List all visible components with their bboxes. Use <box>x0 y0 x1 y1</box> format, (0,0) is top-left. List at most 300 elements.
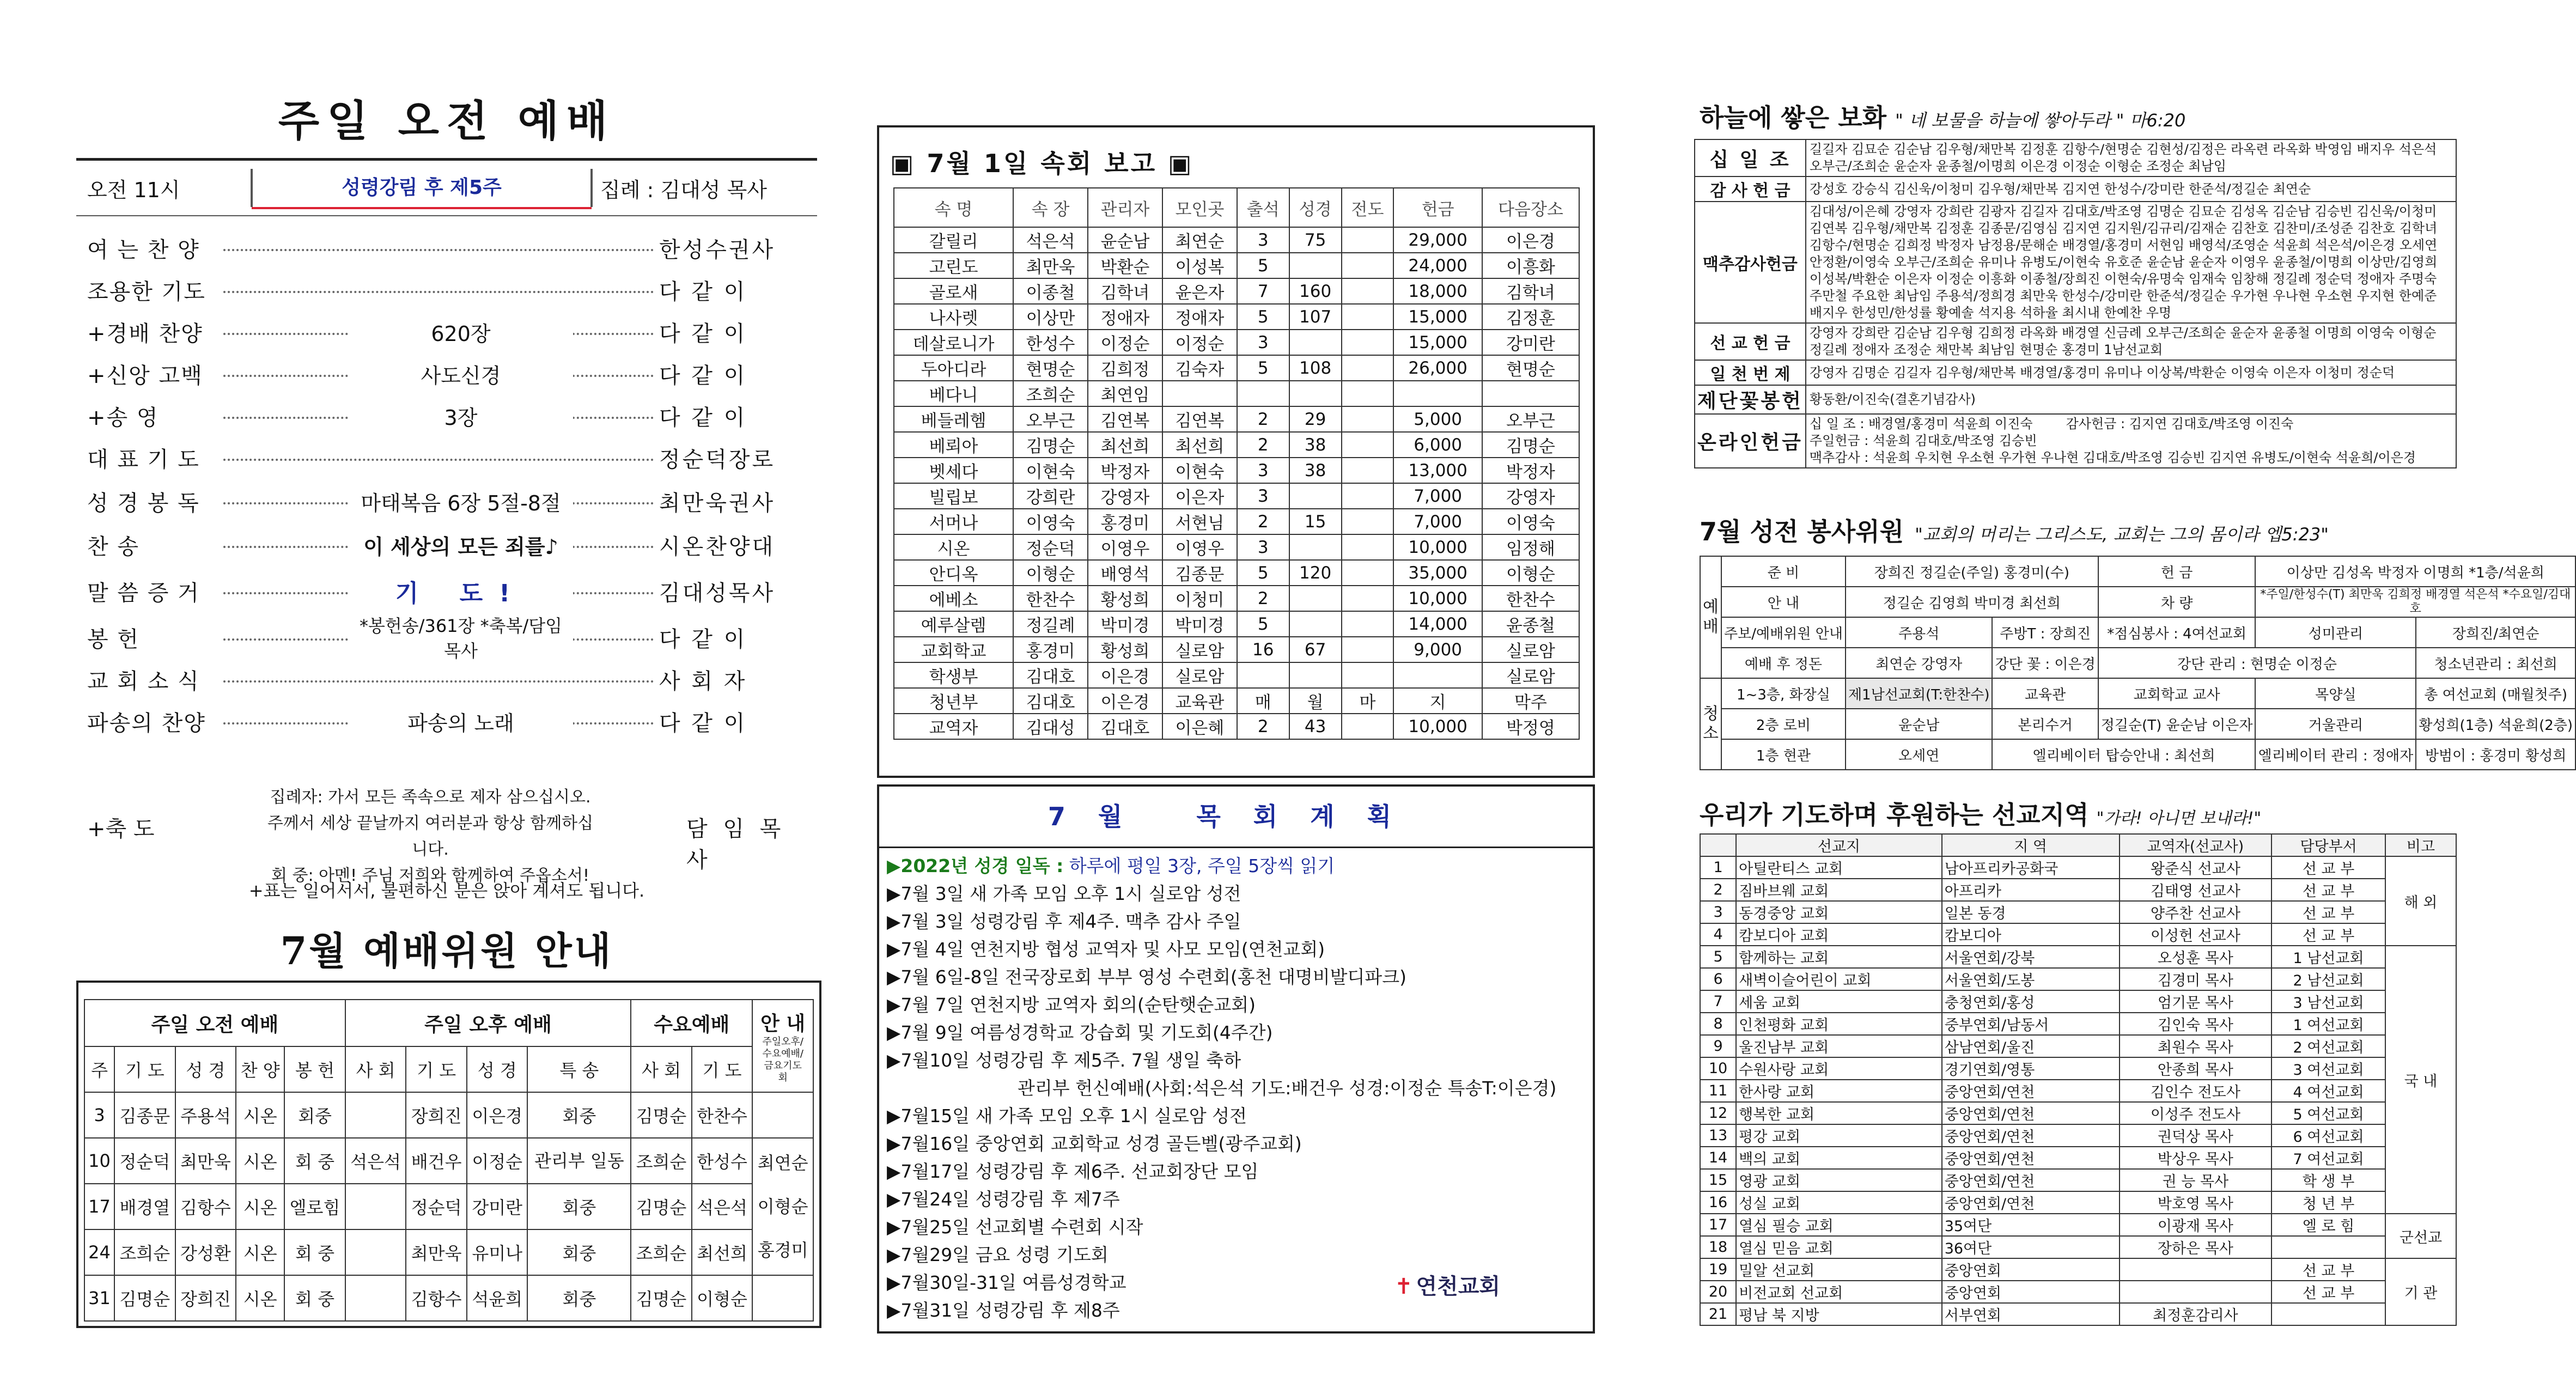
offering-names: 강성호 강승식 김신욱/이청미 김우형/채만복 김지연 한성수/강미란 한준석/정길순 최연순 <box>1806 176 2456 202</box>
mission-cell: 청 년 부 <box>2271 1191 2385 1214</box>
cell-report-row <box>894 483 1579 509</box>
offering-row <box>1695 139 2456 176</box>
mission-header: 선교지 <box>1736 834 1942 856</box>
order-content: 이 세상의 모든 죄를♪ <box>349 530 573 560</box>
mission-cell: 울진남부 교회 <box>1736 1035 1942 1057</box>
order-label: 교 회 소 식 <box>87 668 200 694</box>
mission-cell: 선 교 부 <box>2271 856 2385 879</box>
mission-cell: 백의 교회 <box>1736 1147 1942 1169</box>
guide-name: 최연순 <box>757 1153 808 1173</box>
cell-report-cell: 정애자 <box>1162 304 1237 330</box>
cell-report-cell: 이영우 <box>1162 534 1237 560</box>
mission-cell: 7 여선교회 <box>2271 1147 2385 1169</box>
cell-report-cell: 이은경 <box>1088 662 1162 688</box>
cell-report-cell: 현명순 <box>1482 355 1579 381</box>
cell-report-cell: 이흥화 <box>1482 253 1579 278</box>
order-content: 기 도! <box>349 574 573 608</box>
cell-report-cell: 김정훈 <box>1482 304 1579 330</box>
vol-cell: 총 여선교회 (매월첫주) <box>2416 678 2575 709</box>
benediction-line: 회 중: 아멘! 주님 저희와 함께하여 주옵소서! <box>271 866 590 885</box>
cell-report-cell: 이현숙 <box>1162 458 1237 483</box>
cell-report-box <box>877 125 1595 778</box>
cell-report-cell: 이영우 <box>1088 534 1162 560</box>
staff-cell: 장희진 <box>406 1092 467 1138</box>
plan-item: ▶7월30일-31일 여름성경학교 <box>887 1272 1126 1293</box>
plan-item: ▶7월24일 성령강림 후 제7주 <box>887 1189 1120 1210</box>
cell-report-cell: 이현숙 <box>1013 458 1088 483</box>
order-row <box>87 482 806 520</box>
cell-report-cell: 실로암 <box>1162 662 1237 688</box>
offering-label: 선 교 헌 금 <box>1695 323 1806 360</box>
cell-report-cell: 빌립보 <box>894 483 1013 509</box>
mission-cell: 열심 필승 교회 <box>1736 1214 1942 1236</box>
mission-cell: 중앙연회 <box>1942 1281 2120 1303</box>
offering-row <box>1695 202 2456 323</box>
order-row <box>87 702 806 740</box>
staff-cell: 유미나 <box>467 1229 528 1275</box>
staff-cell: 조희순 <box>631 1229 692 1275</box>
vol-cell: 엘리베이터 탑승안내 : 최선희 <box>1992 739 2255 770</box>
order-person: 정순덕장로 <box>659 447 776 472</box>
mission-note: 해 외 <box>2385 856 2456 946</box>
mission-row <box>1700 946 2456 968</box>
order-leader-dots <box>223 459 654 461</box>
staff-cell: 시온 <box>236 1092 284 1138</box>
order-row <box>87 526 806 564</box>
vol-cell: 성미관리 <box>2255 617 2416 648</box>
cell-report-cell <box>1342 304 1394 330</box>
cell-report-cell: 막주 <box>1482 688 1579 714</box>
cell-report-cell: 26,000 <box>1393 355 1482 381</box>
cell-report-header: 전도 <box>1342 188 1394 227</box>
cell-report-cell: 지 <box>1393 688 1482 714</box>
vol-cell: 오세연 <box>1846 739 1993 770</box>
cell-report-cell: 김대성 <box>1013 714 1088 739</box>
mission-cell: 권 능 목사 <box>2120 1169 2272 1191</box>
cell-report-cell <box>1342 662 1394 688</box>
mission-cell: 17 <box>1700 1214 1736 1236</box>
mission-cell: 김인수 전도사 <box>2120 1080 2272 1102</box>
guide-name: 이형순 <box>757 1196 808 1217</box>
mission-row <box>1700 1169 2456 1191</box>
mission-cell: 이성헌 선교사 <box>2120 923 2272 946</box>
staff-cell: 3 <box>84 1092 114 1138</box>
cell-report-cell: 최연순 <box>1162 227 1237 253</box>
mission-cell: 15 <box>1700 1169 1736 1191</box>
volunteer-section-worship: 예 배 <box>1700 556 1721 678</box>
cell-report-row <box>894 534 1579 560</box>
cell-report-cell: 최선희 <box>1088 432 1162 458</box>
staff-cell: 정순덕 <box>114 1138 175 1184</box>
mission-cell: 양주찬 선교사 <box>2120 901 2272 923</box>
mission-row <box>1700 901 2456 923</box>
cell-report-cell: 강미란 <box>1482 330 1579 355</box>
staff-cell: 주용석 <box>175 1092 236 1138</box>
worship-info-bar <box>76 158 817 216</box>
vol-cell: 목양실 <box>2255 678 2416 709</box>
mission-cell: 선 교 부 <box>2271 923 2385 946</box>
staff-cell: 회중 <box>284 1092 345 1138</box>
cell-report-cell <box>1237 381 1289 406</box>
staff-cell: 석윤희 <box>467 1275 528 1321</box>
mission-cell: 19 <box>1700 1258 1736 1281</box>
vol-cell: 강단 관리 : 현명순 이정순 <box>2098 648 2416 678</box>
cell-report-cell: 107 <box>1289 304 1342 330</box>
plan-item: ▶7월 3일 새 가족 모임 오후 1시 실로암 성전 <box>887 883 1241 904</box>
mission-cell: 경기연회/영통 <box>1942 1057 2120 1080</box>
mission-cell: 엄기문 목사 <box>2120 990 2272 1013</box>
mission-cell: 김태영 선교사 <box>2120 879 2272 901</box>
mission-cell: 새벽이슬어린이 교회 <box>1736 968 1942 990</box>
order-label: 말 씀 증 거 <box>87 580 200 606</box>
order-content: 620장 <box>349 317 573 347</box>
mission-cell: 7 <box>1700 990 1736 1013</box>
cell-report-cell: 29 <box>1289 406 1342 432</box>
mission-cell: 비전교회 선교회 <box>1736 1281 1942 1303</box>
plan-item: ▶7월 4일 연천지방 협성 교역자 및 사모 모임(연천교회) <box>887 939 1325 960</box>
cell-report-cell: 학생부 <box>894 662 1013 688</box>
staff-cell: 김명순 <box>114 1275 175 1321</box>
staff-cell: 24 <box>84 1229 114 1275</box>
staff-cell <box>345 1275 406 1321</box>
order-row <box>87 660 806 698</box>
staff-cell <box>345 1229 406 1275</box>
plan-item: ▶7월15일 새 가족 모임 오후 1시 실로암 성전 <box>887 1105 1247 1127</box>
guide-name: 홍경미 <box>757 1240 808 1261</box>
mission-cell: 중부연회/남동서 <box>1942 1013 2120 1035</box>
staff-header: 성 경 <box>175 1046 236 1092</box>
cell-report-cell: 29,000 <box>1393 227 1482 253</box>
mission-cell: 11 <box>1700 1080 1736 1102</box>
plan-item: ▶7월 9일 여름성경학교 강습회 및 기도회(4주간) <box>887 1022 1273 1043</box>
cell-report-cell: 5 <box>1237 304 1289 330</box>
vol-cell: 교회학교 교사 <box>2098 678 2256 709</box>
cell-report-row <box>894 611 1579 637</box>
order-row <box>87 397 806 435</box>
staff-cell <box>752 1275 813 1321</box>
mission-cell: 박호영 목사 <box>2120 1191 2272 1214</box>
mission-cell: 남아프리카공화국 <box>1942 856 2120 879</box>
mission-cell: 6 <box>1700 968 1736 990</box>
vol-cell: 청소년관리 : 최선희 <box>2416 648 2575 678</box>
order-person: 다 같 이 <box>659 279 747 305</box>
benediction-text <box>267 784 594 889</box>
staff-cell: 시온 <box>236 1275 284 1321</box>
cell-report-cell: 고린도 <box>894 253 1013 278</box>
cell-report-cell: 박정자 <box>1482 458 1579 483</box>
order-row <box>87 439 806 477</box>
order-person: 사 회 자 <box>659 668 747 694</box>
volunteer-quote: "교회의 머리는 그리스도, 교회는 그의 몸이라 엡5:23" <box>1915 524 2329 545</box>
staff-cell: 엘로힘 <box>284 1184 345 1229</box>
staff-cell: 김명순 <box>631 1184 692 1229</box>
cell-report-cell <box>1342 611 1394 637</box>
standing-note: +표는 일어서서, 불편하신 분은 앉아 계셔도 됩니다. <box>248 880 645 901</box>
cell-report-cell: 마 <box>1342 688 1394 714</box>
cell-report-cell: 김연복 <box>1162 406 1237 432</box>
mission-header <box>1700 834 1736 856</box>
mission-cell: 함께하는 교회 <box>1736 946 1942 968</box>
vol-cell: 주보/예배위원 안내 <box>1721 617 1846 648</box>
mission-cell: 선 교 부 <box>2271 901 2385 923</box>
mission-cell: 9 <box>1700 1035 1736 1057</box>
offering-label: 감 사 헌 금 <box>1695 176 1806 202</box>
mission-row <box>1700 1303 2456 1325</box>
volunteer-title <box>1700 512 2329 548</box>
order-person: 다 같 이 <box>659 710 747 736</box>
staff-cell: 시온 <box>236 1138 284 1184</box>
cell-report-cell: 18,000 <box>1393 278 1482 304</box>
cell-report-cell: 이종철 <box>1013 278 1088 304</box>
mission-cell: 동경중앙 교회 <box>1736 901 1942 923</box>
order-label: +송 영 <box>87 405 159 430</box>
mission-cell: 박상우 목사 <box>2120 1147 2272 1169</box>
volunteer-section-cleaning: 청 소 <box>1700 678 1721 770</box>
cell-report-cell: 5 <box>1237 355 1289 381</box>
staff-cell: 강성환 <box>175 1229 236 1275</box>
group-guide <box>752 1000 813 1092</box>
mission-cell: 행복한 교회 <box>1736 1102 1942 1124</box>
mission-heading: 우리가 기도하며 후원하는 선교지역 <box>1700 800 2089 830</box>
sermon-week: 성령강림 후 제5주 <box>251 169 593 207</box>
cell-report-cell: 이은혜 <box>1162 714 1237 739</box>
cell-report-header: 관리자 <box>1088 188 1162 227</box>
mission-cell: 21 <box>1700 1303 1736 1325</box>
mission-row <box>1700 879 2456 901</box>
staff-row <box>84 1138 813 1184</box>
cell-report-cell: 2 <box>1237 406 1289 432</box>
staff-row <box>84 1229 813 1275</box>
cell-report-cell: 이형순 <box>1482 560 1579 586</box>
mission-cell <box>2271 1236 2385 1258</box>
mission-cell: 서울연회/도봉 <box>1942 968 2120 990</box>
cell-report-cell: 베뢰아 <box>894 432 1013 458</box>
cell-report-row <box>894 662 1579 688</box>
plan-item: ▶7월 7일 연천지방 교역자 회의(순탄햇순교회) <box>887 994 1256 1015</box>
cell-report-cell: 최선희 <box>1162 432 1237 458</box>
cell-report-cell <box>1342 330 1394 355</box>
staff-cell: 이형순 <box>692 1275 753 1321</box>
cell-report-cell: 갈릴리 <box>894 227 1013 253</box>
vol-cell: 본리수거 <box>1992 709 2098 739</box>
cell-report-cell: 조희순 <box>1013 381 1088 406</box>
cell-report-cell: 7,000 <box>1393 483 1482 509</box>
mission-cell: 학 생 부 <box>2271 1169 2385 1191</box>
mission-cell: 12 <box>1700 1102 1736 1124</box>
cell-report-cell: 10,000 <box>1393 534 1482 560</box>
cell-report-cell <box>1289 611 1342 637</box>
order-leader-dots <box>223 291 654 293</box>
cell-report-cell: 이은경 <box>1088 688 1162 714</box>
mission-cell: 선 교 부 <box>2271 879 2385 901</box>
staff-cell: 정순덕 <box>406 1184 467 1229</box>
cell-report-cell: 황성희 <box>1088 586 1162 611</box>
cell-report-cell: 홍경미 <box>1088 509 1162 534</box>
staff-cell: 배경열 <box>114 1184 175 1229</box>
cell-report-row <box>894 355 1579 381</box>
mission-cell: 왕준식 선교사 <box>2120 856 2272 879</box>
vol-cell: 준 비 <box>1721 556 1846 587</box>
cell-report-cell: 서현님 <box>1162 509 1237 534</box>
cell-report-cell: 이은경 <box>1482 227 1579 253</box>
cell-report-cell: 38 <box>1289 432 1342 458</box>
pastoral-plan-title: 7월 목회계획 <box>879 787 1593 848</box>
order-person: 다 같 이 <box>659 321 747 346</box>
staff-cell: 김명순 <box>631 1275 692 1321</box>
church-logo <box>1394 1269 1500 1300</box>
cell-report-cell: 박정자 <box>1088 458 1162 483</box>
staff-cell <box>345 1092 406 1138</box>
staff-cell: 김항수 <box>406 1275 467 1321</box>
cell-report-row <box>894 458 1579 483</box>
order-label: 성 경 봉 독 <box>87 490 200 516</box>
mission-cell: 아프리카 <box>1942 879 2120 901</box>
staff-cell: 관리부 일동 <box>527 1138 631 1184</box>
mission-cell: 안종희 목사 <box>2120 1057 2272 1080</box>
mission-cell: 3 <box>1700 901 1736 923</box>
mission-cell: 35여단 <box>1942 1214 2120 1236</box>
mission-cell: 세움 교회 <box>1736 990 1942 1013</box>
offering-names: 강영자 김명순 김길자 김우형/채만복 배경열/홍경미 유미나 이상복/박환순 이영숙 이은자 이청미 정순덕 <box>1806 360 2456 385</box>
mission-row <box>1700 1057 2456 1080</box>
mission-note: 군선교 <box>2385 1214 2456 1258</box>
cell-report-cell: 2 <box>1237 432 1289 458</box>
staff-cell <box>752 1092 813 1138</box>
offering-row <box>1695 385 2456 414</box>
mission-cell: 5 여선교회 <box>2271 1102 2385 1124</box>
mission-cell: 열심 믿음 교회 <box>1736 1236 1942 1258</box>
mission-cell: 선 교 부 <box>2271 1281 2385 1303</box>
mission-row <box>1700 1214 2456 1236</box>
staff-cell: 회중 <box>527 1184 631 1229</box>
cell-report-cell: 이형순 <box>1013 560 1088 586</box>
cell-report-cell: 이정순 <box>1162 330 1237 355</box>
staff-cell: 시온 <box>236 1184 284 1229</box>
plan-item: ▶7월10일 성령강림 후 제5주. 7월 생일 축하 <box>887 1050 1241 1071</box>
cell-report-header: 헌금 <box>1393 188 1482 227</box>
cell-report-title: ▣ 7월 1일 속회 보고 ▣ <box>890 149 1194 178</box>
cell-report-row <box>894 586 1579 611</box>
staff-header: 사 회 <box>345 1046 406 1092</box>
order-label: +경배 찬양 <box>87 321 203 346</box>
cell-report-cell: 배영석 <box>1088 560 1162 586</box>
staff-header: 주 <box>84 1046 114 1092</box>
cell-report-cell: 10,000 <box>1393 586 1482 611</box>
cell-report-cell: 7 <box>1237 278 1289 304</box>
cell-report-cell: 예루살렘 <box>894 611 1013 637</box>
staff-table <box>84 999 814 1322</box>
treasure-quote: " 네 보물을 하늘에 쌓아두라 " 마6:20 <box>1895 110 2186 131</box>
cell-report-cell: 한성수 <box>1013 330 1088 355</box>
cell-report-cell: 베들레헴 <box>894 406 1013 432</box>
mission-row <box>1700 1191 2456 1214</box>
group-sunday-morning: 주일 오전 예배 <box>84 1000 345 1046</box>
cell-report-cell: 5 <box>1237 611 1289 637</box>
mission-cell: 장하은 목사 <box>2120 1236 2272 1258</box>
staff-cell: 최선희 <box>692 1229 753 1275</box>
cell-report-cell: 벳세다 <box>894 458 1013 483</box>
order-person: 다 같 이 <box>659 405 747 430</box>
vol-cell: 1층 현관 <box>1721 739 1846 770</box>
mission-cell: 2 남선교회 <box>2271 968 2385 990</box>
cell-report-cell <box>1482 381 1579 406</box>
staff-cell: 최만욱 <box>406 1229 467 1275</box>
cell-report-cell: 박정영 <box>1482 714 1579 739</box>
cell-report-row <box>894 227 1579 253</box>
mission-cell: 짐바브웨 교회 <box>1736 879 1942 901</box>
guide-names <box>752 1138 813 1275</box>
vol-cell: 제1남선교회(T:한찬수) <box>1846 678 1993 709</box>
mission-cell <box>2271 1303 2385 1325</box>
cell-report-cell: 윤순남 <box>1088 227 1162 253</box>
cell-report-cell: 한찬수 <box>1482 586 1579 611</box>
order-label: +신앙 고백 <box>87 363 203 388</box>
vol-cell: 교육관 <box>1992 678 2098 709</box>
plan-item-rest: 하루에 평일 3장, 주일 5장씩 읽기 <box>1063 855 1335 876</box>
mission-cell: 최정훈감리사 <box>2120 1303 2272 1325</box>
cell-report-cell <box>1342 406 1394 432</box>
guide-note: 주일오후/수요예배/금요기도회 <box>762 1036 803 1083</box>
mission-cell: 중앙연회/연천 <box>1942 1080 2120 1102</box>
cell-report-cell: 김희정 <box>1088 355 1162 381</box>
cell-report-cell: 3 <box>1237 227 1289 253</box>
mission-quote: "가라! 아니면 보내라!" <box>2096 809 2262 828</box>
cell-report-cell <box>1342 483 1394 509</box>
staff-row <box>84 1092 813 1138</box>
cell-report-cell: 김대호 <box>1013 662 1088 688</box>
cell-report-row <box>894 637 1579 662</box>
plan-item: ▶7월 3일 성령강림 후 제4주. 맥추 감사 주일 <box>887 911 1241 932</box>
cell-report-cell: 홍경미 <box>1013 637 1088 662</box>
cell-report-row <box>894 330 1579 355</box>
staff-title: 7월 예배위원 안내 <box>280 928 613 973</box>
mission-row <box>1700 1124 2456 1147</box>
mission-cell: 2 여선교회 <box>2271 1035 2385 1057</box>
mission-cell: 캄보디아 교회 <box>1736 923 1942 946</box>
mission-cell: 중앙연회/연천 <box>1942 1191 2120 1214</box>
cell-report-cell: 강영자 <box>1482 483 1579 509</box>
cell-report-table <box>893 187 1580 740</box>
vol-cell: 주용석 <box>1846 617 1993 648</box>
mission-cell: 평강 교회 <box>1736 1124 1942 1147</box>
plan-item: ▶7월25일 선교회별 수련회 시작 <box>887 1216 1143 1238</box>
order-content: *봉헌송/361장 *축복/담임목사 <box>349 612 573 662</box>
mission-cell: 영광 교회 <box>1736 1169 1942 1191</box>
cell-report-cell: 5 <box>1237 560 1289 586</box>
group-wednesday: 수요예배 <box>631 1000 752 1046</box>
staff-cell: 회 중 <box>284 1229 345 1275</box>
mission-cell: 권덕상 목사 <box>2120 1124 2272 1147</box>
cell-report-cell: 이은자 <box>1162 483 1237 509</box>
cell-report-cell: 김대호 <box>1088 714 1162 739</box>
cell-report-cell <box>1342 227 1394 253</box>
staff-cell: 석은석 <box>692 1184 753 1229</box>
mission-cell: 3 남선교회 <box>2271 990 2385 1013</box>
mission-cell: 선 교 부 <box>2271 1258 2385 1281</box>
staff-cell: 회중 <box>527 1229 631 1275</box>
benediction-line: 집례자: 가서 모든 족속으로 제자 삼으십시오. <box>270 788 591 807</box>
mission-row <box>1700 1013 2456 1035</box>
cell-report-cell <box>1289 381 1342 406</box>
order-person: 다 같 이 <box>659 626 747 652</box>
cell-report-cell: 7,000 <box>1393 509 1482 534</box>
cell-report-cell <box>1289 330 1342 355</box>
order-label: 파송의 찬양 <box>87 710 206 736</box>
mission-note: 기 관 <box>2385 1258 2456 1325</box>
cell-report-cell: 2 <box>1237 714 1289 739</box>
cell-report-cell: 교역자 <box>894 714 1013 739</box>
cell-report-header: 성경 <box>1289 188 1342 227</box>
